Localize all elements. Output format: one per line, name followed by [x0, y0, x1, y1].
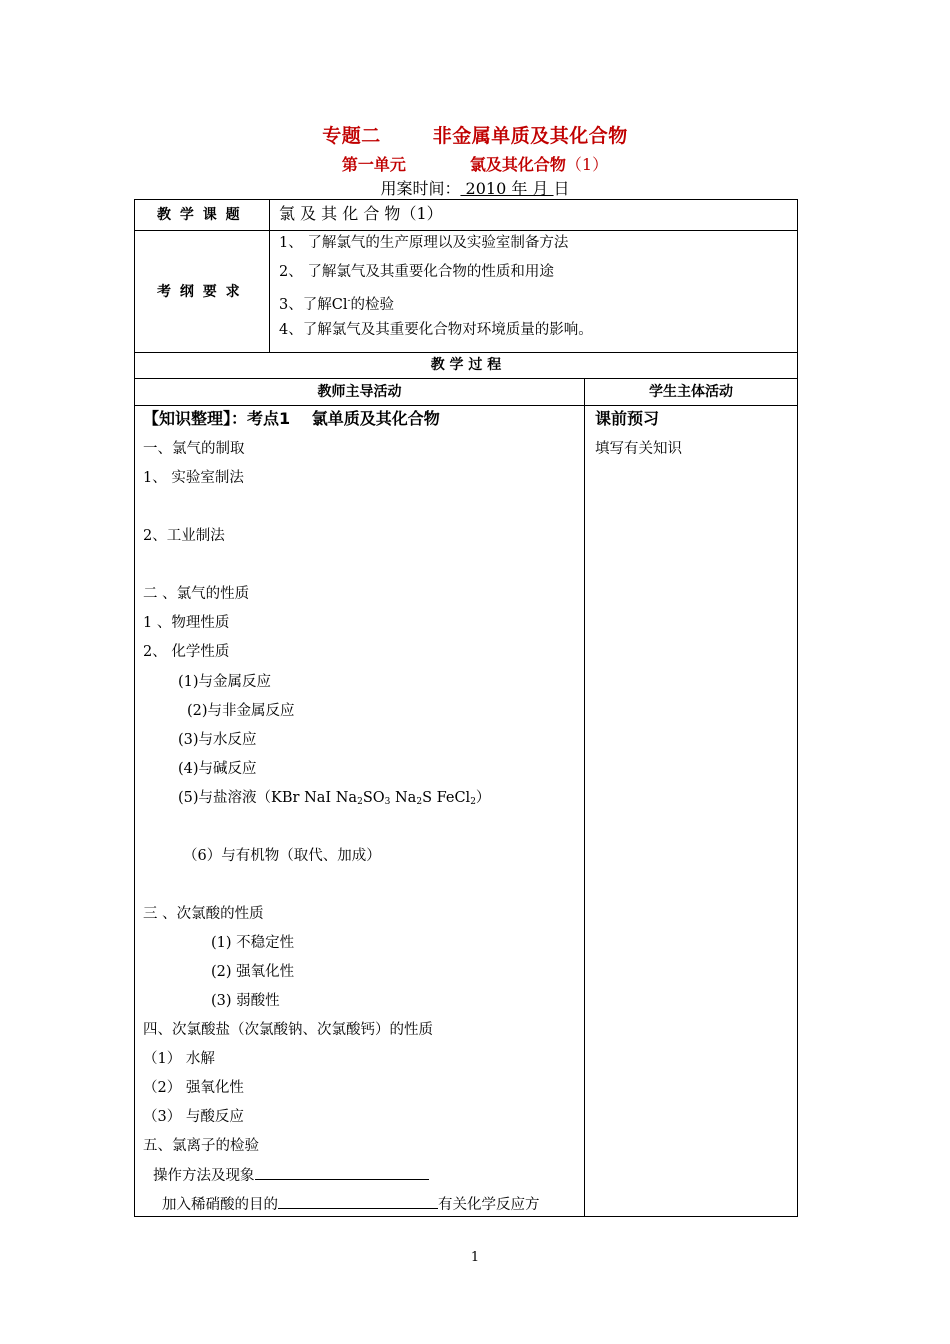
sub-item-weak-acid: (3) 弱酸性 [211, 993, 280, 1009]
topic-cell-label: 教 学 课 题 [157, 207, 242, 223]
sub-item-base: (4)与碱反应 [178, 761, 257, 777]
requirement-label: 考 纲 要 求 [157, 284, 242, 300]
unit-number: （1） [565, 155, 609, 174]
requirement-1: 1、 了解氯气的生产原理以及实验室制备方法 [279, 235, 569, 251]
requirement-4: 4、了解氯气及其重要化合物对环境质量的影响。 [279, 322, 593, 338]
unit-name: 氯及其化合物 [469, 155, 566, 174]
section-5: 五、氯离子的检验 [143, 1138, 259, 1154]
teacher-column-header: 教师主导活动 [317, 384, 402, 400]
sub-item-nonmetal: (2)与非金属反应 [187, 703, 295, 719]
nitric-acid-blank[interactable] [278, 1194, 438, 1209]
item-lab-method: 1、 实验室制法 [143, 470, 244, 486]
topic-value-text: 氯 及 其 化 合 物 [279, 204, 401, 223]
salt-sub: 2 [416, 797, 423, 807]
col-divider [584, 378, 585, 1216]
sub-item-organic: （6）与有机物（取代、加成） [183, 848, 381, 864]
date-year: 2010 年 月 [460, 179, 554, 198]
item-industrial-method: 2、工业制法 [143, 528, 225, 544]
requirement-3-tail: 的检验 [350, 297, 395, 313]
item-hydrolysis: （1） 水解 [143, 1051, 215, 1067]
salt-text: (5)与盐溶液（KBr NaI Na [178, 790, 358, 806]
requirement-3 [279, 291, 394, 315]
nitric-acid-label: 加入稀硝酸的目的 [162, 1197, 278, 1213]
salt-sub: 2 [357, 797, 363, 807]
row-divider [135, 230, 797, 231]
preview-heading: 课前预习 [595, 409, 660, 428]
sub-item-salt [178, 788, 490, 812]
unit-label: 第一单元 [341, 155, 406, 174]
section-4: 四、次氯酸盐（次氯酸钠、次氯酸钙）的性质 [143, 1022, 433, 1038]
procedure-blank[interactable] [255, 1165, 429, 1180]
topic-value-num: （1） [400, 204, 443, 223]
item-physical: 1 、物理性质 [143, 615, 230, 631]
date-day: 日 [553, 179, 570, 198]
unit-title [0, 152, 950, 175]
row-divider [135, 405, 797, 406]
topic-title: 非金属单质及其化合物 [432, 125, 628, 147]
item-acid-reaction: （3） 与酸反应 [143, 1109, 244, 1125]
sub-item-water: (3)与水反应 [178, 732, 257, 748]
item-chemical: 2、 化学性质 [143, 644, 230, 660]
topic-cell-value [279, 204, 443, 224]
row-divider [135, 378, 797, 379]
salt-text: SO [362, 790, 385, 806]
sub-item-unstable: (1) 不稳定性 [211, 935, 295, 951]
procedure-label: 操作方法及现象 [153, 1168, 255, 1184]
item-procedure [153, 1165, 429, 1186]
student-column-header: 学生主体活动 [649, 384, 733, 400]
topic-label: 专题二 [322, 125, 381, 147]
item-nitric-acid [162, 1194, 540, 1215]
requirement-3-text: 3、了解Cl [279, 297, 348, 313]
preview-text: 填写有关知识 [595, 441, 682, 457]
section-2: 二 、氯气的性质 [143, 586, 250, 602]
date-label: 用案时间： [380, 179, 461, 198]
item-strong-oxidizing: （2） 强氧化性 [143, 1080, 244, 1096]
section-1: 一、氯气的制取 [143, 441, 245, 457]
col-divider [269, 200, 270, 352]
section-3: 三 、次氯酸的性质 [143, 906, 264, 922]
row-divider [135, 352, 797, 353]
process-label: 教 学 过 程 [430, 357, 502, 373]
page-number: 1 [470, 1250, 480, 1265]
main-title [0, 121, 950, 148]
requirement-3-sup: - [347, 296, 351, 306]
salt-sub: 3 [384, 797, 391, 807]
salt-text: S FeCl [422, 790, 471, 806]
knowledge-heading: 【知识整理】：考点1 氯单质及其化合物 [143, 409, 440, 428]
salt-sub: 2 [470, 797, 476, 807]
sub-item-metal: (1)与金属反应 [178, 674, 272, 690]
salt-text: ） [475, 790, 491, 806]
sub-item-oxidizing: (2) 强氧化性 [211, 964, 295, 980]
equation-label: 有关化学反应方 [438, 1197, 540, 1213]
requirement-2: 2、 了解氯气及其重要化合物的性质和用途 [279, 264, 554, 280]
date-line [0, 176, 950, 199]
salt-text: Na [390, 790, 417, 806]
lesson-table [134, 199, 798, 1217]
